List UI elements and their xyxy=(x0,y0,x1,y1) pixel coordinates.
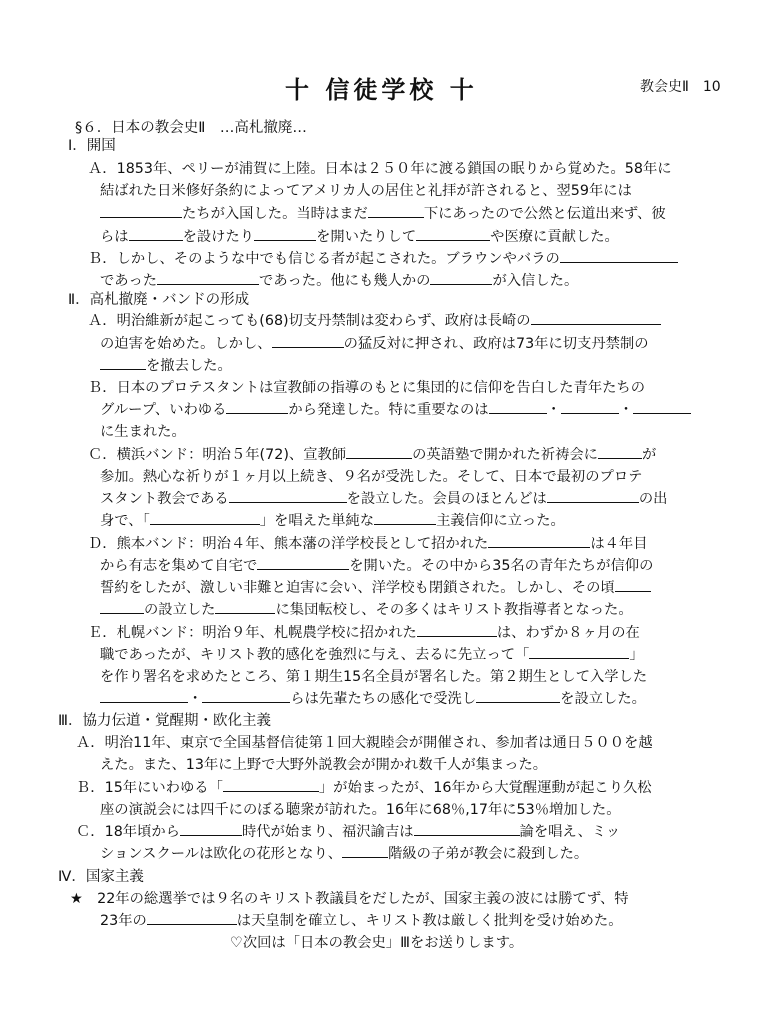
blank-field[interactable] xyxy=(254,227,316,241)
text-line: Ａ．明治維新が起こっても(68)切支丹禁制は変わらず、政府は長崎の xyxy=(88,310,661,332)
text-line: 身で、「 」を唱えた単純な 主義信仰に立った。 xyxy=(100,513,565,529)
blank-field[interactable] xyxy=(430,271,492,285)
blank-field[interactable] xyxy=(215,600,275,614)
blank-field[interactable] xyxy=(346,445,412,459)
blank-field[interactable] xyxy=(416,227,490,241)
text-line: を撤去した。 xyxy=(100,355,232,377)
section-heading: §６．日本の教会史Ⅱ …高札撤廃… xyxy=(75,120,307,136)
blank-field[interactable] xyxy=(342,844,388,858)
blank-field[interactable] xyxy=(547,489,639,503)
blank-field[interactable] xyxy=(414,822,520,836)
text-line: から有志を集めて自宅で を開いた。その中から35名の青年たちが信仰の xyxy=(100,558,654,574)
blank-field[interactable] xyxy=(180,822,242,836)
blank-field[interactable] xyxy=(489,400,547,414)
blank-field[interactable] xyxy=(560,249,678,263)
text-line: 座の演説会には四千にのぼる聴衆が訪れた。16年に68％,17年に53％増加した。 xyxy=(100,802,621,818)
text-line: Ａ．1853年、ペリーが浦賀に上陸。日本は２５０年に渡る鎖国の眠りから覚めた。58年に xyxy=(88,161,672,177)
text-line: Ｂ．日本のプロテスタントは宣教師の指導のもとに集団的に信仰を告白した青年たちの xyxy=(88,380,646,396)
text-line: スタント教会である を設立した。会員のほとんどは の出 xyxy=(100,491,668,507)
text-line: 結ばれた日米修好条約によってアメリカ人の居住と礼拝が許されると、翌59年には xyxy=(100,183,632,199)
blank-field[interactable] xyxy=(417,623,497,637)
blank-field[interactable] xyxy=(488,534,590,548)
blank-field[interactable] xyxy=(100,356,146,370)
text-line: Ａ．明治11年、東京で全国基督信徒第１回大親睦会が開催され、参加者は通日５００を越 xyxy=(76,735,653,751)
blank-field[interactable] xyxy=(150,511,260,525)
text-line: らは を設けたり を開いたりして や医療に貢献した。 xyxy=(100,229,619,245)
text-line: であった であった。他にも幾人かの が入信した。 xyxy=(100,273,579,289)
text-line: 職であったが、キリスト教的感化を強烈に与え、去るに先立って「 」 xyxy=(100,647,644,663)
text-line: Ｂ．しかし、そのような中でも信じる者が起こされた。ブラウンやバラの xyxy=(88,248,678,270)
blank-field[interactable] xyxy=(226,400,288,414)
text-line: 誓約をしたが、激しい非難と迫害に会い、洋学校も閉鎖された。しかし、その頃 xyxy=(100,577,651,599)
text-line: Ｅ．札幌バンド：明治９年、札幌農学校に招かれた は、わずか８ヶ月の在 xyxy=(88,625,640,641)
blank-field[interactable] xyxy=(272,334,344,348)
text-line: ションスクールは欧化の花形となり、 階級の子弟が教会に殺到した。 xyxy=(100,846,589,862)
blank-field[interactable] xyxy=(100,600,144,614)
text-line: を作り署名を求めたところ、第１期生15名全員が署名した。第２期生として入学した xyxy=(100,669,648,685)
text-line: Ｂ．15年にいわゆる「 」が始まったが、16年から大覚醒運動が起こり久松 xyxy=(76,780,652,796)
text-line: Ｃ．横浜バンド：明治５年(72)、宣教師 の英語塾で開かれた祈祷会に が xyxy=(88,447,657,463)
chapter-heading-3: Ⅲ．協力伝道・覚醒期・欧化主義 xyxy=(58,713,271,729)
blank-field[interactable] xyxy=(100,689,188,703)
blank-field[interactable] xyxy=(257,556,349,570)
blank-field[interactable] xyxy=(561,400,619,414)
blank-field[interactable] xyxy=(374,511,436,525)
chapter-heading-4: Ⅳ．国家主義 xyxy=(58,869,144,885)
text-line: 参加。熱心な祈りが１ヶ月以上続き、９名が受洗した。そして、日本で最初のプロテ xyxy=(100,469,643,485)
blank-field[interactable] xyxy=(147,911,237,925)
blank-field[interactable] xyxy=(598,445,642,459)
closing-note: ♡次回は「日本の教会史」Ⅲをお送りします。 xyxy=(230,935,524,951)
text-line: の迫害を始めた。しかし、 の猛反対に押され、政府は73年に切支丹禁制の xyxy=(100,336,649,352)
text-line: ★ 22年の総選挙では９名のキリスト教議員をだしたが、国家主義の波には勝てず、特 xyxy=(70,891,629,907)
chapter-heading-2: Ⅱ．高札撤廃・バンドの形成 xyxy=(68,292,250,308)
page-header xyxy=(0,70,769,104)
blank-field[interactable] xyxy=(202,689,290,703)
text-line: 23年の は天皇制を確立し、キリスト教は厳しく批判を受け始めた。 xyxy=(100,913,623,929)
blank-field[interactable] xyxy=(223,778,319,792)
text-line: ・ らは先輩たちの感化で受洗し を設立した。 xyxy=(100,688,646,710)
blank-field[interactable] xyxy=(129,227,183,241)
chapter-heading-1: Ⅰ．開国 xyxy=(68,138,116,154)
page-label: 教会史Ⅱ 10 xyxy=(640,79,721,95)
text-line: Ｃ．18年頃から 時代が始まり、福沢諭吉は 論を唱え、ミッ xyxy=(76,824,621,840)
text-line: えた。また、13年に上野で大野外説教会が開かれ数千人が集まった。 xyxy=(100,757,548,773)
text-line: たちが入国した。当時はまだ 下にあったので公然と伝道出来ず、彼 xyxy=(100,203,666,225)
blank-field[interactable] xyxy=(531,311,661,325)
page-title: 十 信徒学校 十 xyxy=(285,76,478,104)
blank-field[interactable] xyxy=(615,578,651,592)
text-line: グループ、いわゆる から発達した。特に重要なのは ・ ・ xyxy=(100,399,691,421)
blank-field[interactable] xyxy=(476,689,560,703)
blank-field[interactable] xyxy=(229,489,347,503)
blank-field[interactable] xyxy=(529,645,629,659)
blank-field[interactable] xyxy=(368,204,424,218)
text-line: に生まれた。 xyxy=(100,424,186,440)
text-line: の設立した に集団転校し、その多くはキリスト教指導者となった。 xyxy=(100,599,633,621)
text-line: Ｄ．熊本バンド：明治４年、熊本藩の洋学校長として招かれた は４年目 xyxy=(88,536,648,552)
blank-field[interactable] xyxy=(633,400,691,414)
blank-field[interactable] xyxy=(100,204,182,218)
blank-field[interactable] xyxy=(157,271,259,285)
